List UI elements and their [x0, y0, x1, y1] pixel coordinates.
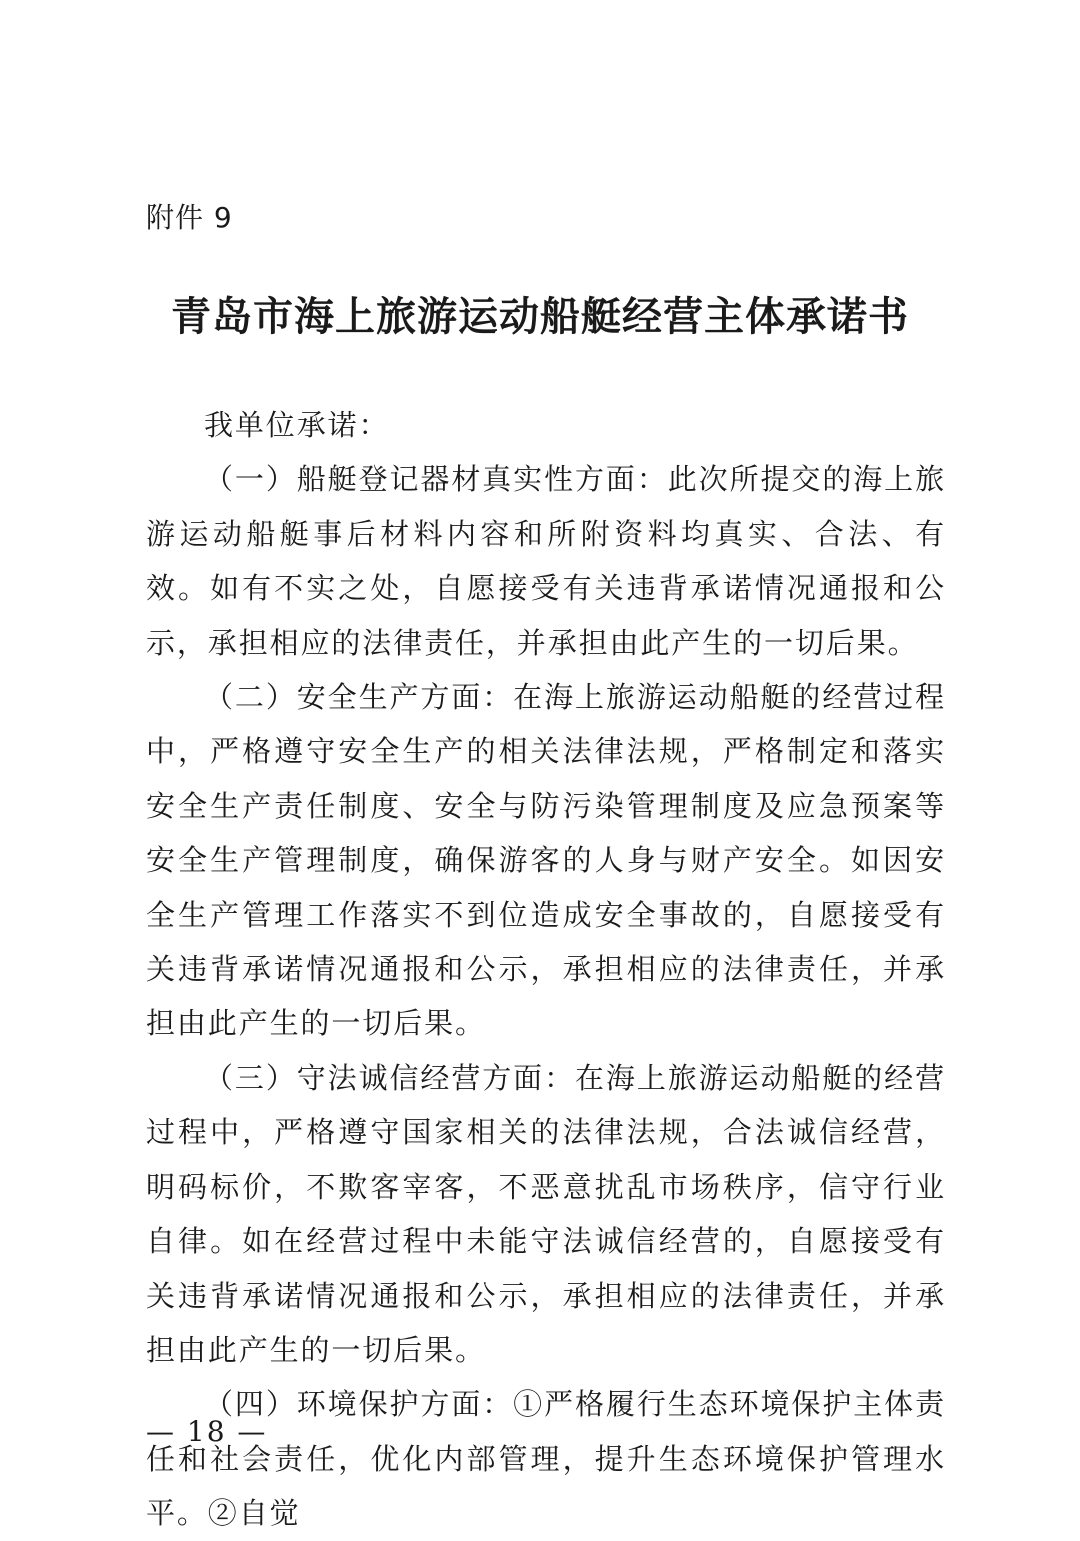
intro-paragraph: 我单位承诺：: [204, 408, 390, 442]
document-body: [146, 398, 946, 1541]
page-number: — 18 —: [146, 1415, 268, 1448]
paragraph-2-safety: （二）安全生产方面：在海上旅游运动船艇的经营过程中，严格遵守安全生产的相关法律法规，严格制定和落实安全生产责任制度、安全与防污染管理制度及应急预案等安全生产管理制度，确保游客的人身与财产安全。如因安全生产管理工作落实不到位造成安全事故的，自愿接受有关违背承诺情况通报和公示，承担相应的法律责任，并承担由此产生的一切后果。: [146, 680, 946, 1041]
paragraph-3-integrity: （三）守法诚信经营方面：在海上旅游运动船艇的经营过程中，严格遵守国家相关的法律法规，合法诚信经营，明码标价，不欺客宰客，不恶意扰乱市场秩序，信守行业自律。如在经营过程中未能守法诚信经营的，自愿接受有关违背承诺情况通报和公示，承担相应的法律责任，并承担由此产生的一切后果。: [146, 1060, 946, 1367]
document-title: 青岛市海上旅游运动船艇经营主体承诺书: [171, 293, 909, 340]
attachment-label: 附件 9: [146, 201, 233, 234]
paragraph-4-environment: （四）环境保护方面：①严格履行生态环境保护主体责任和社会责任，优化内部管理，提升生态环境保护管理水平。②自觉: [146, 1387, 946, 1531]
paragraph-1-materials: （一）船艇登记器材真实性方面：此次所提交的海上旅游运动船艇事后材料内容和所附资料均真实、合法、有效。如有不实之处，自愿接受有关违背承诺情况通报和公示，承担相应的法律责任，并承担由此产生的一切后果。: [146, 462, 946, 660]
